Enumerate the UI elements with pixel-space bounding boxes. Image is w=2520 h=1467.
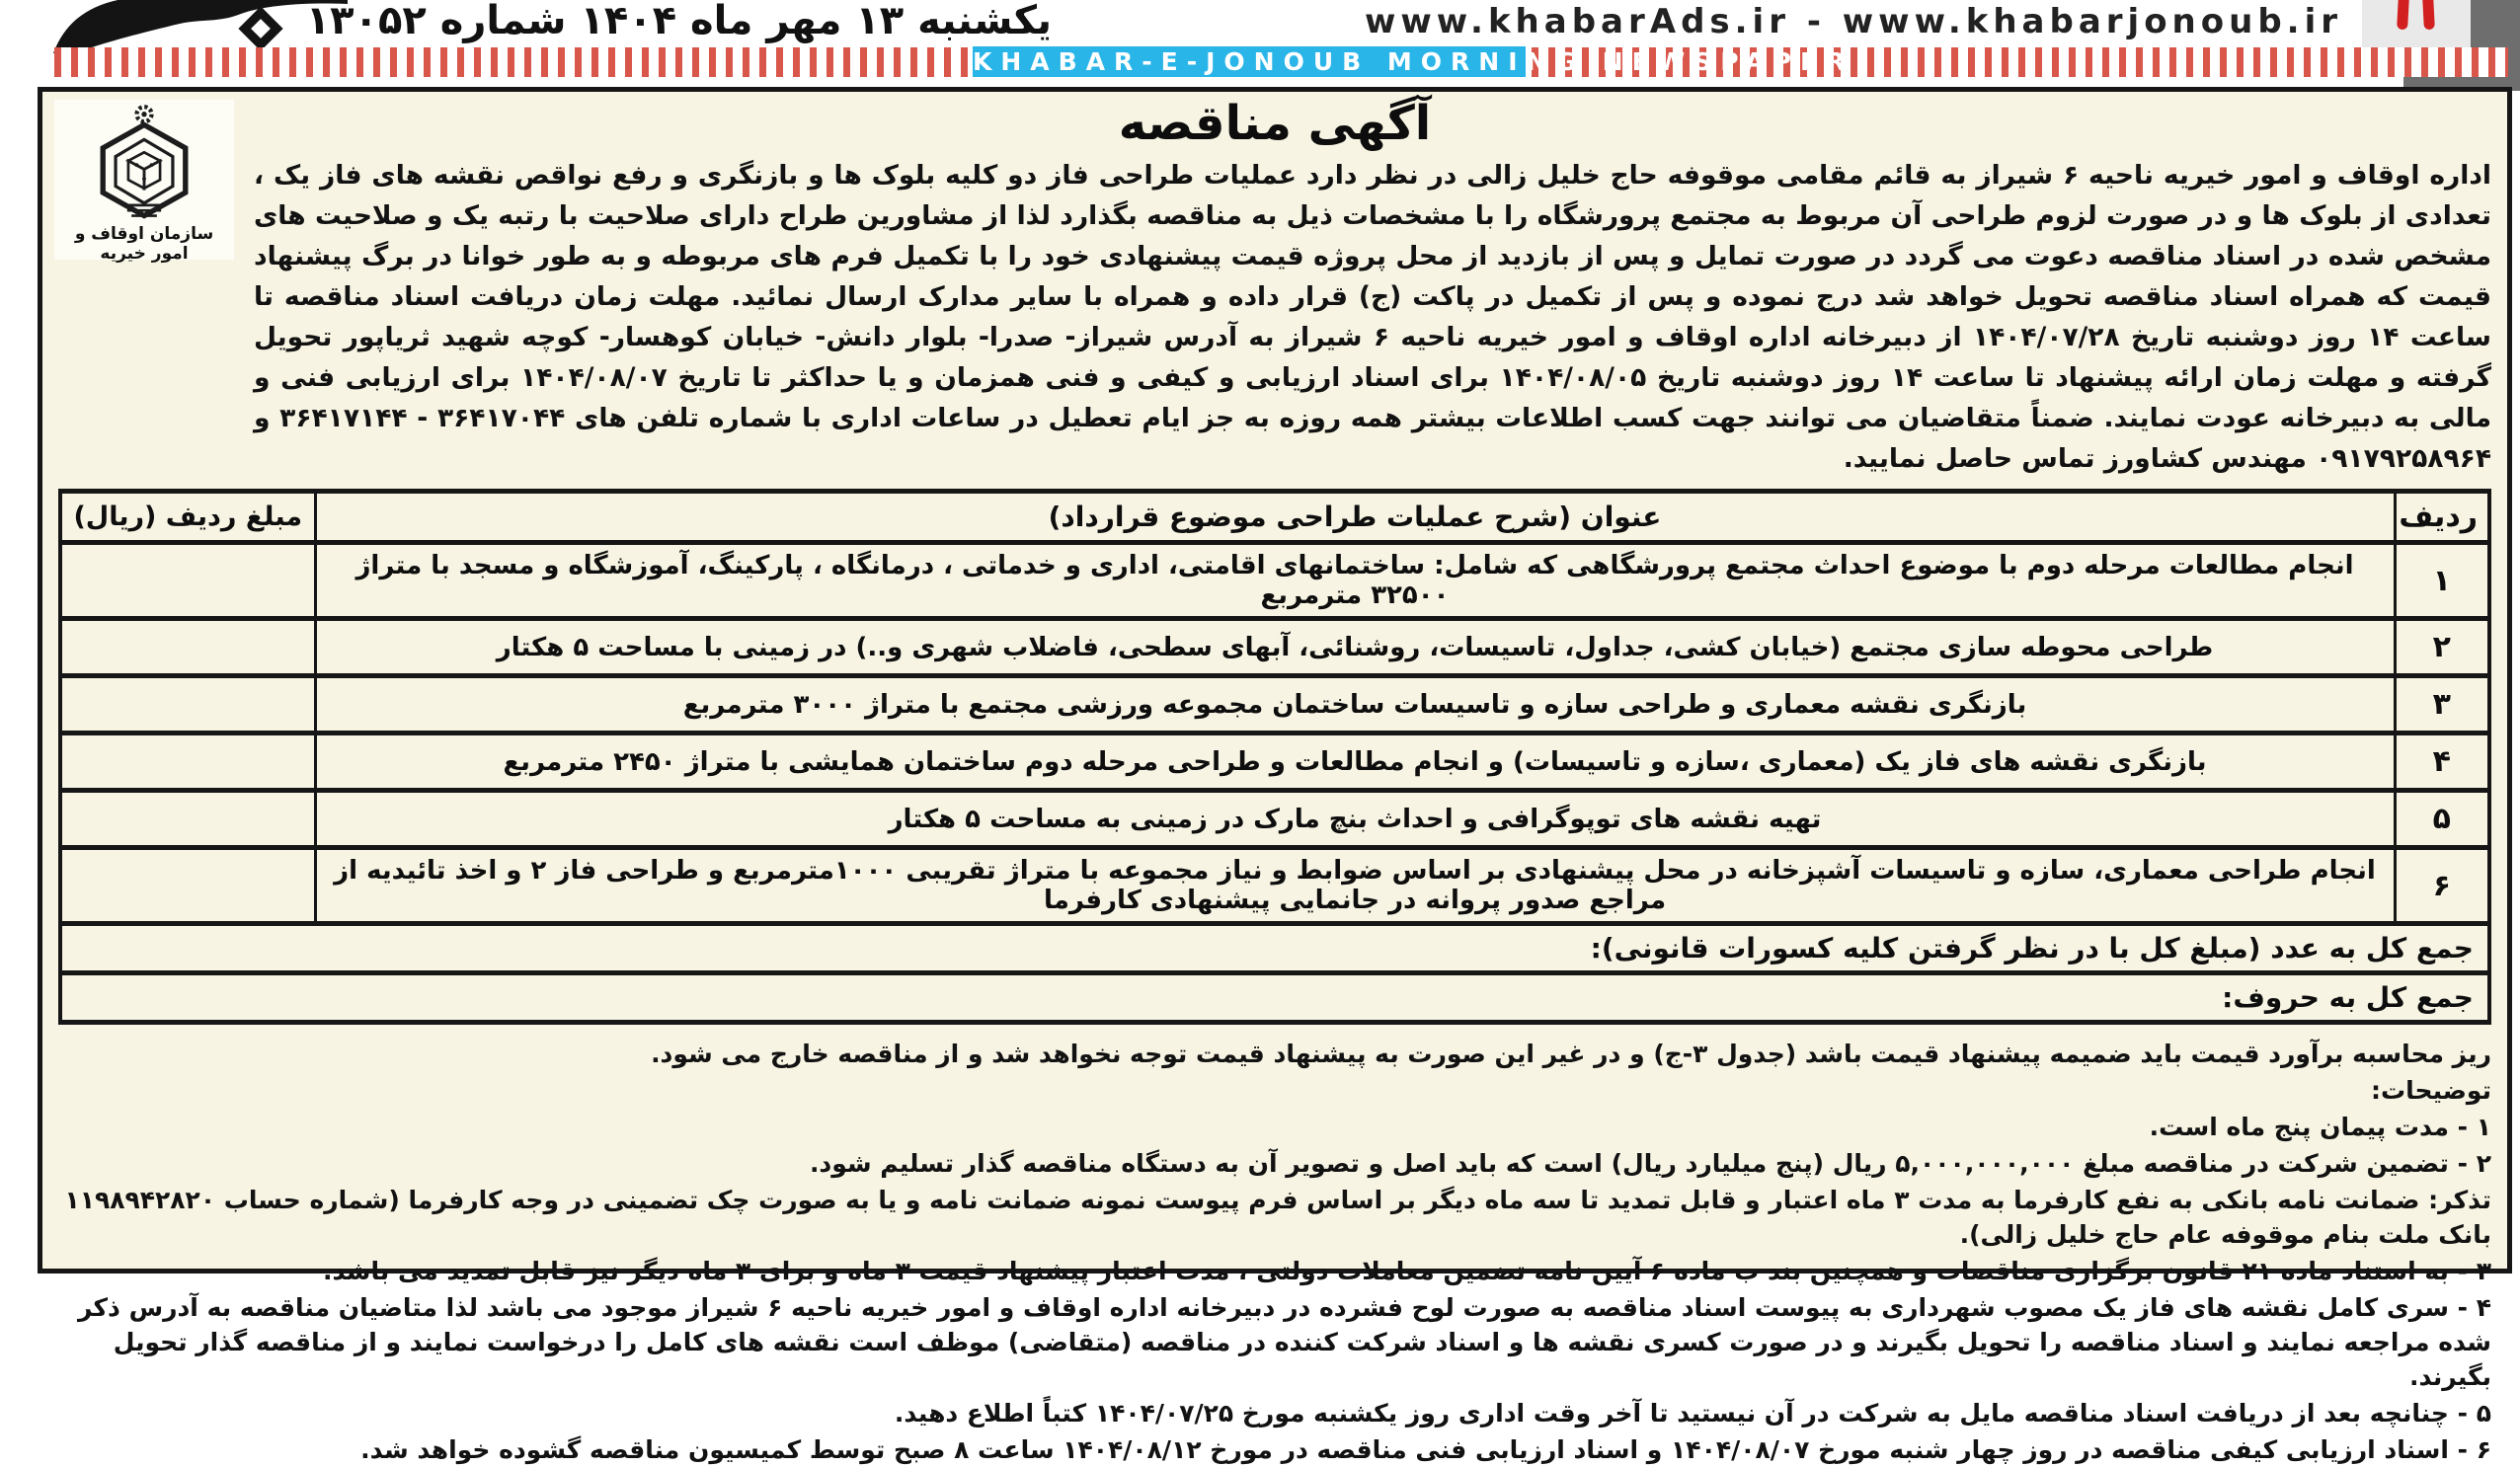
- amount-cell: [60, 543, 315, 619]
- amount-cell: [60, 734, 315, 791]
- row-number-cell: ۵: [2395, 791, 2489, 848]
- amount-cell: [60, 676, 315, 734]
- table-row: [60, 791, 2489, 848]
- table-row: [60, 543, 2489, 619]
- tender-items-table: [58, 489, 2491, 1025]
- tender-notice-box: [38, 87, 2512, 1464]
- notice-title: آگهی مناقصه: [1118, 96, 1432, 151]
- column-header-amount: مبلغ ردیف (ریال): [60, 492, 315, 543]
- table-row: [60, 676, 2489, 734]
- row-number-cell: ۶: [2395, 848, 2489, 924]
- note-item: ۳ - به استناد ماده ۲۱ قانون برگزاری مناقصات و همچنین بند ب ماده ۶ آیین نامه تضمین معاملات دولتی ، مدت اعتبار پیشنهاد قیمت ۳ ماه و برای ۳ ماه دیگر نیز قابل تمدید می باشد.: [322, 1257, 2491, 1285]
- page-number-glyph: [2422, 0, 2435, 30]
- explanations-label: توضیحات:: [2371, 1076, 2491, 1105]
- note-item: تذکر: ضمانت نامه بانکی به نفع کارفرما به مدت ۳ ماه اعتبار و قابل تمدید تا سه ماه دیگر بر اساس فرم پیوست نمونه ضمانت نامه و یا به صورت چک تضمینی در وجه کارفرما (شماره حساب ۱۱۹۸۹۴۲۸۲۰ بانک ملت بنام موقوفه عام حاج خلیل زالی).: [64, 1186, 2491, 1249]
- description-cell: بازنگری نقشه های فاز یک (معماری ،سازه و تاسیسات) و انجام مطالعات و طراحی مرحله دوم ساختمان همایشی با متراژ ۲۴۵۰ مترمربع: [315, 734, 2395, 791]
- table-header-row: [60, 492, 2489, 543]
- footer-notes: [58, 1037, 2491, 1467]
- amount-cell: [60, 848, 315, 924]
- total-in-words-row: [60, 973, 2489, 1023]
- price-breakdown-note: ریز محاسبه برآورد قیمت باید ضمیمه پیشنهاد قیمت باشد (جدول ۳-ج) و در غیر این صورت به پیشنهاد قیمت توجه نخواهد شد و از مناقصه خارج می شود.: [651, 1040, 2491, 1068]
- page-number-glyph: [2397, 0, 2409, 30]
- description-cell: انجام مطالعات مرحله دوم با موضوع احداث مجتمع پرورشگاهی که شامل: ساختمانهای اقامتی، اداری و خدماتی ، درمانگاه ، پارکینگ، آموزشگاه و مسجد با متراژ ۳۲۵۰۰ مترمربع: [315, 543, 2395, 619]
- note-item: ۴ - سری کامل نقشه های فاز یک مصوب شهرداری به پیوست اسناد مناقصه به صورت لوح فشرده در دبیرخانه اداره اوقاف و امور خیریه ناحیه ۶ شیراز موجود می باشد لذا متاضیان مناقصه به آدرس ذکر شده مراجعه نمایند و اسناد مناقصه را تحویل بگیرند و در صورت کسری نقشه ها و اسناد شرکت کننده در مناقصه (متقاضی) موظف است نقشه های کامل را درخواست نمایند و از مناقصه گذار تحویل بگیرند.: [77, 1293, 2491, 1391]
- note-item: ۱ - مدت پیمان پنج ماه است.: [2149, 1113, 2491, 1141]
- note-item: ۵ - چنانچه بعد از دریافت اسناد مناقصه مایل به شرکت در آن نیستید تا آخر وقت اداری روز یکشنبه مورخ ۱۴۰۴/۰۷/۲۵ کتباً اطلاع دهید.: [894, 1399, 2491, 1428]
- awqaf-logo-box: [54, 100, 234, 264]
- awqaf-emblem-icon: [86, 104, 202, 222]
- website-urls: www.khabarAds.ir - www.khabarjonoub.ir: [1364, 2, 2342, 41]
- description-cell: طراحی محوطه سازی مجتمع (خیابان کشی، جداول، تاسیسات، روشنائی، آبهای سطحی، فاضلاب شهری و..) در زمینی با مساحت ۵ هکتار: [315, 619, 2395, 676]
- amount-cell: [60, 619, 315, 676]
- note-item: ۲ - تضمین شرکت در مناقصه مبلغ ۵,۰۰۰,۰۰۰,۰۰۰ ریال (پنج میلیارد ریال) است که باید اصل و تصویر آن به دستگاه مناقصه گذار تسلیم شود.: [809, 1149, 2491, 1178]
- note-item: ۶ - اسناد ارزیابی کیفی مناقصه در روز چهار شنبه مورخ ۱۴۰۴/۰۸/۰۷ و اسناد ارزیابی فنی مناقصه در مورخ ۱۴۰۴/۰۸/۱۲ ساعت ۸ صبح توسط کمیسیون مناقصه گشوده خواهد شد.: [360, 1435, 2491, 1464]
- table-row: [60, 848, 2489, 924]
- row-number-cell: ۴: [2395, 734, 2489, 791]
- intro-paragraph: اداره اوقاف و امور خیریه ناحیه ۶ شیراز به قائم مقامی موقوفه حاج خلیل زالی در نظر دارد عملیات طراحی فاز دو کلیه بلوک ها و بازنگری و رفع نواقص نقشه های فاز یک ، تعدادی از بلوک ها و در صورت لزوم طراحی آن مربوط به مجتمع پرورشگاه را با مشخصات ذیل به مناقصه بگذارد لذا از مشاورین طراح دارای صلاحیت با رتبه یک و صلاحیت های مشخص شده در اسناد مناقصه دعوت می گردد در صورت تمایل و پس از بازدید از محل پروژه قیمت پیشنهادی خود را با تکمیل فرم های مربوطه و به طور خوانا در برگ پیشنهاد قیمت که همراه اسناد مناقصه تحویل خواهد شد درج نموده و پس از تکمیل در پاکت (ج) قرار داده و همراه با سایر مدارک ارسال نمائید. مهلت زمان دریافت اسناد مناقصه تا ساعت ۱۴ روز دوشنبه تاریخ ۱۴۰۴/۰۷/۲۸ از دبیرخانه اداره اوقاف و امور خیریه ناحیه ۶ شیراز به آدرس شیراز- صدرا- بلوار دانش- خیابان کوهسار- کوچه شهید ثریاپور تحویل گرفته و مهلت زمان ارائه پیشنهاد تا ساعت ۱۴ روز دوشنبه تاریخ ۱۴۰۴/۰۸/۰۵ برای اسناد ارزیابی و کیفی و فنی همزمان و یا حداکثر تا تاریخ ۱۴۰۴/۰۸/۰۷ برای ارزیابی فنی و مالی به دبیرخانه عودت نمایند. ضمناً متقاضیان می توانند جهت کسب اطلاعات بیشتر همه روزه به جز ایام تعطیل در ساعات اداری با شماره تلفن های ۳۶۴۱۷۰۴۴ - ۳۶۴۱۷۱۴۴ و ۰۹۱۷۹۲۵۸۹۶۴ مهندس کشاورز تماس حاصل نمایید.: [254, 160, 2492, 474]
- amount-cell: [60, 791, 315, 848]
- column-header-row-number: ردیف: [2395, 492, 2489, 543]
- description-cell: تهیه نقشه های توپوگرافی و احداث بنچ مارک در زمینی به مساحت ۵ هکتار: [315, 791, 2395, 848]
- column-header-title: عنوان (شرح عملیات طراحی موضوع قرارداد): [315, 492, 2395, 543]
- row-number-cell: ۲: [2395, 619, 2489, 676]
- description-cell: انجام طراحی معماری، سازه و تاسیسات آشپزخانه در محل پیشنهادی بر اساس ضوابط و نیاز مجموعه با متراژ تقریبی ۱۰۰۰مترمربع و طراحی فاز ۲ و اخذ تائیدیه از مراجع صدور پروانه در جانمایی پیشنهادی کارفرما: [315, 848, 2395, 924]
- awqaf-logo-caption: سازمان اوقاف و امور خیریه: [74, 224, 214, 264]
- total-in-words-label: جمع کل به حروف:: [60, 973, 2489, 1023]
- issue-date-line: یکشنبه ۱۳ مهر ماه ۱۴۰۴ شماره ۱۳۰۵۲: [305, 0, 1052, 43]
- total-in-figures-label: جمع کل به عدد (مبلغ کل با در نظر گرفتن کلیه کسورات قانونی):: [60, 924, 2489, 973]
- table-row: [60, 619, 2489, 676]
- row-number-cell: ۳: [2395, 676, 2489, 734]
- description-cell: بازنگری نقشه معماری و طراحی سازه و تاسیسات ساختمان مجموعه ورزشی مجتمع با متراژ ۳۰۰۰ مترمربع: [315, 676, 2395, 734]
- total-in-figures-row: [60, 924, 2489, 973]
- row-number-cell: ۱: [2395, 543, 2489, 619]
- newspaper-banner: KHABAR-E-JONOUB MORNING NEWSPAPER: [973, 47, 1854, 76]
- newspaper-header: [0, 0, 2520, 87]
- table-row: [60, 734, 2489, 791]
